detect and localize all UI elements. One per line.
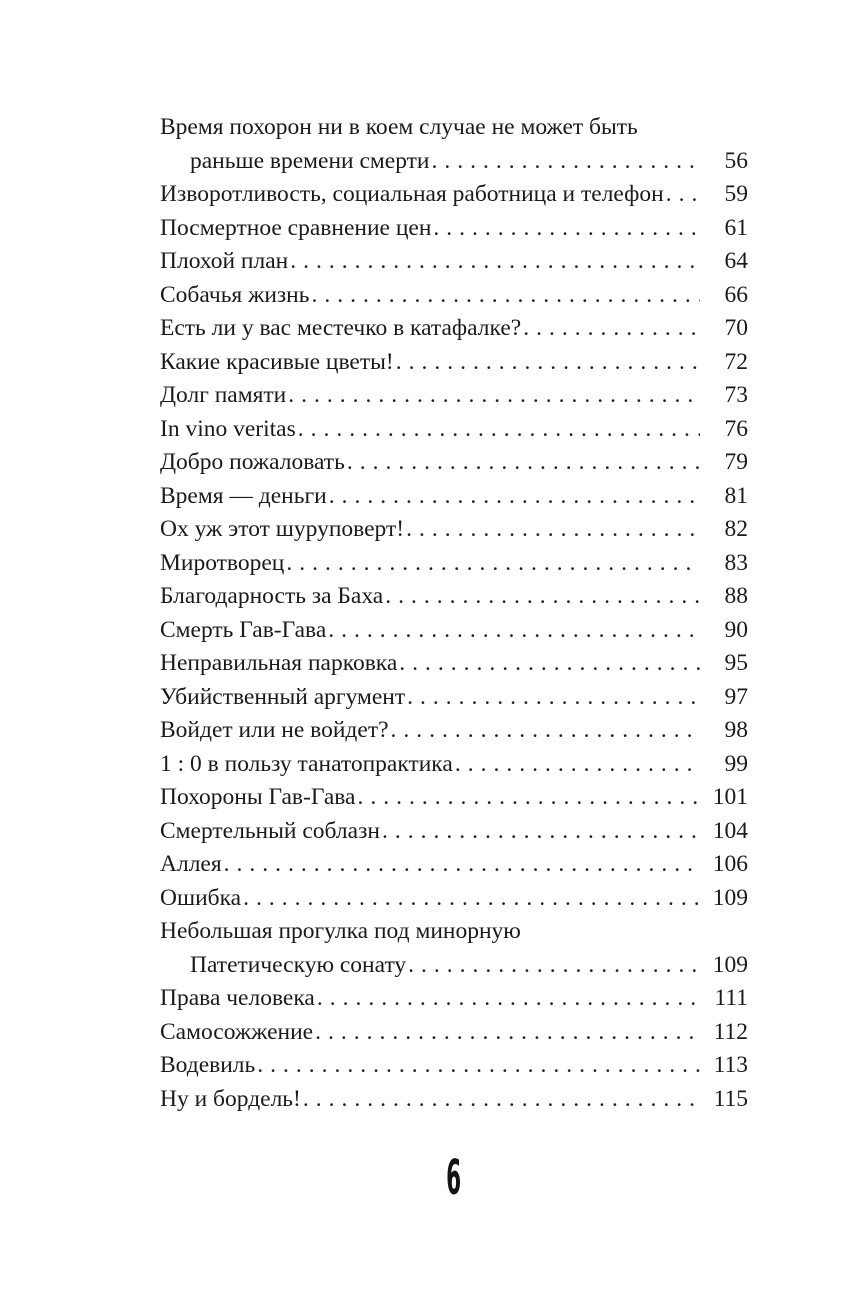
page-footer (160, 1150, 748, 1206)
toc-entry-page: 66 (724, 281, 748, 308)
toc-entry-line (160, 145, 748, 179)
toc-entry-title: Смерть Гав-Гава (160, 616, 327, 643)
toc-entry-page: 59 (724, 181, 748, 207)
toc-entry-line (160, 748, 748, 782)
toc-entry-line (160, 547, 748, 581)
toc-entry-line (160, 1016, 748, 1050)
toc-entry-title: Аллея (160, 851, 222, 877)
toc-entry-title: Благодарность за Баха (160, 583, 384, 609)
toc-leader-dots (664, 178, 700, 212)
toc-entry-title: Долг памяти (160, 382, 287, 408)
toc-leader-dots (383, 580, 700, 614)
toc-leader-dots (288, 245, 700, 279)
toc-entry-page: 72 (724, 348, 748, 375)
toc-entry-line (160, 312, 748, 346)
toc-leader-dots (315, 982, 700, 1016)
toc-entry-line (160, 245, 748, 279)
toc-leader-dots (255, 1049, 700, 1083)
toc-entry-title: Небольшая прогулка под минорную (160, 918, 521, 944)
toc-entry-line (160, 714, 748, 748)
toc-leader-dots (241, 882, 700, 916)
toc-entry-title: Похороны Гав-Гава (160, 784, 356, 810)
toc-entry-title: Ох уж этот шуруповерт! (160, 516, 405, 542)
toc-entry-title: Ошибка (160, 884, 242, 911)
toc-leader-dots (431, 212, 700, 246)
toc-leader-dots (284, 547, 700, 581)
toc-entry-line (160, 882, 748, 916)
toc-entry-page: 109 (712, 951, 748, 978)
toc-entry-page: 112 (713, 1018, 748, 1045)
toc-entry-title: Неправильная парковка (160, 650, 398, 676)
toc-entry-line (160, 178, 748, 212)
toc-entry-title: Какие красивые цветы! (160, 348, 394, 375)
toc-leader-dots (430, 145, 701, 179)
toc-entry-line (160, 346, 748, 380)
toc-entry-title: Добро пожаловать (160, 449, 345, 475)
toc-leader-dots (394, 346, 700, 380)
toc-entry-line (160, 446, 748, 480)
toc-entry-title: Плохой план (160, 248, 289, 274)
toc-entry-page: 83 (724, 549, 748, 576)
toc-entry-page: 97 (724, 683, 748, 710)
toc-entry-page: 56 (724, 147, 748, 174)
toc-list (160, 111, 748, 1116)
toc-entry-page: 99 (724, 750, 748, 777)
toc-entry-title: Изворотливость, социальная работница и телефон (160, 181, 664, 207)
toc-leader-dots (301, 1083, 700, 1117)
toc-entry-line (160, 915, 748, 949)
toc-entry-page: 70 (724, 315, 748, 341)
toc-entry-title: Самосожжение (160, 1018, 314, 1045)
toc-leader-dots (313, 1016, 700, 1050)
toc-entry-title: раньше времени смерти (190, 147, 430, 174)
toc-entry-page: 73 (724, 382, 748, 408)
toc-leader-dots (389, 714, 700, 748)
toc-entry-title: Ну и бордель! (160, 1085, 301, 1112)
toc-entry-line (160, 614, 748, 648)
toc-entry-title: Водевиль (160, 1052, 256, 1078)
toc-leader-dots (222, 848, 700, 882)
toc-entry-line (160, 1049, 748, 1083)
toc-entry-page: 81 (724, 482, 748, 509)
toc-entry-page: 115 (713, 1085, 748, 1112)
toc-entry-page: 106 (712, 851, 748, 877)
toc-entry-page: 98 (724, 717, 748, 743)
toc-entry-page: 113 (713, 1052, 748, 1078)
toc-entry-page: 61 (724, 214, 748, 241)
toc-entry-line (160, 1083, 748, 1117)
toc-entry-line (160, 580, 748, 614)
toc-entry-page: 82 (724, 516, 748, 542)
toc-leader-dots (397, 647, 700, 681)
toc-entry-title: In vino veritas (160, 415, 296, 442)
toc-entry-title: 1 : 0 в пользу танатопрактика (160, 750, 453, 777)
toc-entry-title: Собачья жизнь (160, 281, 310, 308)
toc-entry-line (160, 379, 748, 413)
toc-entry-page: 76 (724, 415, 748, 442)
toc-entry-page: 109 (712, 884, 748, 911)
toc-entry-line (160, 212, 748, 246)
toc-entry-page: 79 (724, 449, 748, 475)
toc-entry-page: 88 (724, 583, 748, 609)
toc-entry-page: 101 (712, 784, 748, 810)
toc-entry-title: Есть ли у вас местечко в катафалке? (160, 315, 522, 341)
toc-entry-title: Патетическую сонату (190, 951, 407, 978)
toc-leader-dots (380, 815, 700, 849)
toc-leader-dots (405, 681, 700, 715)
toc-entry-title: Посмертное сравнение цен (160, 214, 432, 241)
toc-entry-line (160, 111, 748, 145)
toc-leader-dots (453, 748, 700, 782)
toc-entry-page: 95 (724, 650, 748, 676)
toc-entry-line (160, 647, 748, 681)
toc-leader-dots (521, 312, 700, 346)
toc-leader-dots (286, 379, 700, 413)
toc-entry-page: 64 (724, 248, 748, 274)
toc-entry-line (160, 681, 748, 715)
toc-entry-page: 90 (724, 616, 748, 643)
toc-entry-page: 111 (714, 985, 748, 1011)
toc-entry-line (160, 949, 748, 983)
toc-entry-title: Права человека (160, 985, 315, 1011)
toc-entry-line (160, 848, 748, 882)
toc-leader-dots (404, 513, 700, 547)
toc-leader-dots (309, 279, 700, 313)
toc-entry-title: Время — деньги (160, 482, 327, 509)
toc-leader-dots (355, 781, 700, 815)
toc-leader-dots (345, 446, 700, 480)
toc-entry-line (160, 513, 748, 547)
toc-entry-title: Время похорон ни в коем случае не может быть (160, 114, 638, 140)
toc-entry-title: Убийственный аргумент (160, 683, 406, 710)
toc-leader-dots (406, 949, 700, 983)
toc-entry-line (160, 781, 748, 815)
toc-entry-title: Миротворец (160, 549, 285, 576)
toc-entry-page: 104 (712, 817, 748, 844)
toc-entry-line (160, 815, 748, 849)
toc-entry-line (160, 480, 748, 514)
toc-entry-line (160, 279, 748, 313)
toc-entry-title: Смертельный соблазн (160, 817, 380, 844)
toc-leader-dots (326, 614, 700, 648)
toc-entry-title: Войдет или не войдет? (160, 717, 389, 743)
toc-leader-dots (327, 480, 700, 514)
page-number: 6 (446, 1150, 462, 1206)
toc-leader-dots (296, 413, 700, 447)
toc-entry-line (160, 413, 748, 447)
toc-entry-line (160, 982, 748, 1016)
